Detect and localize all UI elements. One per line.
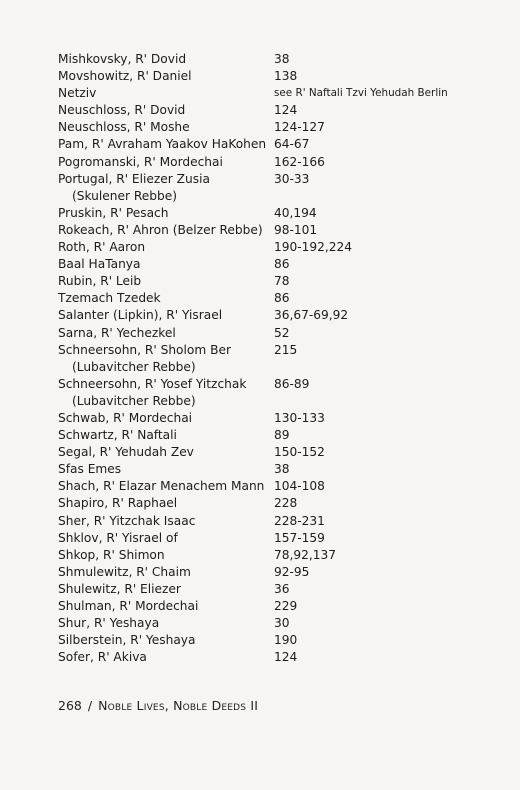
index-entry bbox=[58, 427, 498, 444]
book-title: Noble Lives, Noble Deeds II bbox=[98, 698, 259, 713]
entry-pages: 38 bbox=[274, 52, 290, 66]
entry-pages: 86-89 bbox=[274, 376, 310, 391]
entry-name-text: Neuschloss, R' Moshe bbox=[58, 120, 190, 135]
entry-pages: 89 bbox=[274, 428, 290, 443]
entry-name bbox=[58, 376, 274, 410]
entry-name-text: Sarna, R' Yechezkel bbox=[58, 325, 176, 340]
index-entry bbox=[58, 102, 498, 119]
entry-name bbox=[58, 649, 274, 666]
entry-pages: 78 bbox=[274, 274, 290, 289]
entry-name-text: Shkop, R' Shimon bbox=[58, 547, 165, 562]
entry-pages: 190 bbox=[274, 633, 298, 648]
entry-name-subtitle: (Skulener Rebbe) bbox=[72, 188, 178, 203]
entry-pages: 157-159 bbox=[274, 530, 325, 545]
entry-name bbox=[58, 581, 274, 598]
entry-name bbox=[58, 307, 274, 324]
entry-pages: 228-231 bbox=[274, 513, 325, 528]
index-entry bbox=[58, 307, 498, 324]
entry-pages: 124 bbox=[274, 103, 298, 118]
entry-name bbox=[58, 68, 274, 85]
index-entry bbox=[58, 171, 498, 205]
entry-name-text: Tzemach Tzedek bbox=[58, 291, 161, 306]
entry-name bbox=[58, 325, 274, 342]
index-entry bbox=[58, 154, 498, 171]
index-entry bbox=[58, 530, 498, 547]
entry-pages: 138 bbox=[274, 69, 298, 84]
entry-name-text: Portugal, R' Eliezer Zusia bbox=[58, 171, 210, 186]
entry-name bbox=[58, 513, 274, 530]
index-entry bbox=[58, 51, 498, 68]
entry-pages: see R' Naftali Tzvi Yehudah Berlin bbox=[274, 87, 448, 100]
entry-pages: 30-33 bbox=[274, 171, 310, 186]
entry-name bbox=[58, 171, 274, 205]
entry-name bbox=[58, 478, 274, 495]
entry-pages: 30 bbox=[274, 616, 290, 631]
entry-pages: 228 bbox=[274, 496, 298, 511]
index-entry bbox=[58, 495, 498, 512]
entry-name bbox=[58, 222, 274, 239]
entry-pages: 36 bbox=[274, 581, 290, 596]
index-entry bbox=[58, 478, 498, 495]
entry-pages: 78,92,137 bbox=[274, 547, 337, 562]
entry-name-text: Netziv bbox=[58, 86, 97, 101]
entry-name bbox=[58, 598, 274, 615]
index-entry bbox=[58, 649, 498, 666]
entry-name-text: Sfas Emes bbox=[58, 462, 122, 477]
entry-pages: 162-166 bbox=[274, 154, 325, 169]
page-number: 268 bbox=[58, 698, 82, 713]
entry-name-text: Schwab, R' Mordechai bbox=[58, 410, 193, 425]
entry-name-text: Sofer, R' Akiva bbox=[58, 650, 147, 665]
index-entry bbox=[58, 239, 498, 256]
entry-name-text: Roth, R' Aaron bbox=[58, 240, 146, 255]
entry-name bbox=[58, 85, 274, 102]
entry-name-text: Schneersohn, R' Sholom Ber bbox=[58, 342, 231, 357]
entry-name bbox=[58, 444, 274, 461]
entry-pages: 38 bbox=[274, 462, 290, 477]
entry-pages: 98-101 bbox=[274, 222, 318, 237]
entry-pages: 40,194 bbox=[274, 205, 317, 220]
entry-name bbox=[58, 290, 274, 307]
entry-name-text: Salanter (Lipkin), R' Yisrael bbox=[58, 308, 223, 323]
index-entry bbox=[58, 342, 498, 376]
index-entry bbox=[58, 615, 498, 632]
entry-name-text: Shulewitz, R' Eliezer bbox=[58, 581, 181, 596]
entry-pages: 229 bbox=[274, 599, 298, 613]
footer-separator: / bbox=[87, 698, 93, 713]
entry-pages: 124 bbox=[274, 650, 298, 665]
entry-pages: 64-67 bbox=[274, 137, 310, 152]
entry-name bbox=[58, 410, 274, 427]
index-entry bbox=[58, 222, 498, 239]
entry-name bbox=[58, 256, 274, 273]
entry-name-text: Baal HaTanya bbox=[58, 257, 141, 272]
entry-name bbox=[58, 427, 274, 444]
index-entry bbox=[58, 205, 498, 222]
index-list bbox=[58, 51, 498, 666]
entry-pages: 190-192,224 bbox=[274, 240, 353, 255]
entry-name-text: Mishkovsky, R' Dovid bbox=[58, 52, 187, 66]
entry-name-text: Pruskin, R' Pesach bbox=[58, 205, 169, 220]
entry-name bbox=[58, 205, 274, 222]
index-entry bbox=[58, 68, 498, 85]
entry-name-text: Movshowitz, R' Daniel bbox=[58, 69, 192, 84]
entry-name-subtitle: (Lubavitcher Rebbe) bbox=[72, 393, 196, 408]
index-entry bbox=[58, 256, 498, 273]
entry-name-text: Rubin, R' Leib bbox=[58, 274, 142, 289]
entry-name-text: Schwartz, R' Naftali bbox=[58, 428, 177, 443]
entry-name-text: Pogromanski, R' Mordechai bbox=[58, 154, 223, 169]
entry-name-text: Shur, R' Yeshaya bbox=[58, 616, 160, 631]
entry-name-text: Shach, R' Elazar Menachem Mann bbox=[58, 479, 265, 494]
entry-name bbox=[58, 495, 274, 512]
index-entry bbox=[58, 376, 498, 410]
index-entry bbox=[58, 290, 498, 307]
entry-pages: 130-133 bbox=[274, 410, 325, 425]
entry-name-text: Segal, R' Yehudah Zev bbox=[58, 445, 194, 460]
entry-name bbox=[58, 119, 274, 136]
entry-name bbox=[58, 530, 274, 547]
entry-pages: 150-152 bbox=[274, 445, 325, 460]
page-footer bbox=[58, 698, 258, 713]
entry-name bbox=[58, 102, 274, 119]
entry-name-text: Silberstein, R' Yeshaya bbox=[58, 633, 196, 648]
index-entry bbox=[58, 136, 498, 153]
entry-pages: 52 bbox=[274, 325, 290, 340]
index-entry bbox=[58, 461, 498, 478]
entry-name-text: Sher, R' Yitzchak Isaac bbox=[58, 513, 196, 528]
entry-pages: 104-108 bbox=[274, 479, 325, 494]
entry-name bbox=[58, 239, 274, 256]
entry-pages: 124-127 bbox=[274, 120, 325, 135]
entry-name-text: Shklov, R' Yisrael of bbox=[58, 530, 178, 545]
entry-pages: 215 bbox=[274, 342, 298, 357]
index-entry bbox=[58, 564, 498, 581]
entry-pages: 86 bbox=[274, 291, 290, 306]
entry-name-text: Shapiro, R' Raphael bbox=[58, 496, 178, 511]
entry-pages: 36,67-69,92 bbox=[274, 308, 349, 323]
entry-name-text: Shmulewitz, R' Chaim bbox=[58, 564, 191, 579]
entry-name bbox=[58, 154, 274, 171]
index-entry bbox=[58, 581, 498, 598]
entry-name bbox=[58, 136, 274, 153]
entry-name bbox=[58, 564, 274, 581]
entry-name-text: Rokeach, R' Ahron (Belzer Rebbe) bbox=[58, 222, 263, 237]
entry-pages: 92-95 bbox=[274, 564, 310, 579]
index-entry bbox=[58, 119, 498, 136]
index-entry bbox=[58, 444, 498, 461]
index-entry bbox=[58, 325, 498, 342]
entry-pages: 86 bbox=[274, 257, 290, 272]
index-entry bbox=[58, 410, 498, 427]
entry-name-subtitle: (Lubavitcher Rebbe) bbox=[72, 359, 196, 374]
entry-name-text: Schneersohn, R' Yosef Yitzchak bbox=[58, 376, 247, 391]
index-entry bbox=[58, 632, 498, 649]
index-entry bbox=[58, 85, 498, 102]
index-entry bbox=[58, 273, 498, 290]
index-entry bbox=[58, 513, 498, 530]
entry-name bbox=[58, 632, 274, 649]
entry-name bbox=[58, 51, 274, 68]
entry-name bbox=[58, 615, 274, 632]
index-entry bbox=[58, 547, 498, 564]
entry-name-text: Shulman, R' Mordechai bbox=[58, 599, 199, 613]
entry-name-text: Neuschloss, R' Dovid bbox=[58, 103, 186, 118]
entry-name bbox=[58, 461, 274, 478]
index-entry bbox=[58, 598, 498, 615]
entry-name bbox=[58, 273, 274, 290]
entry-name bbox=[58, 342, 274, 376]
entry-name bbox=[58, 547, 274, 564]
entry-name-text: Pam, R' Avraham Yaakov HaKohen bbox=[58, 137, 267, 152]
